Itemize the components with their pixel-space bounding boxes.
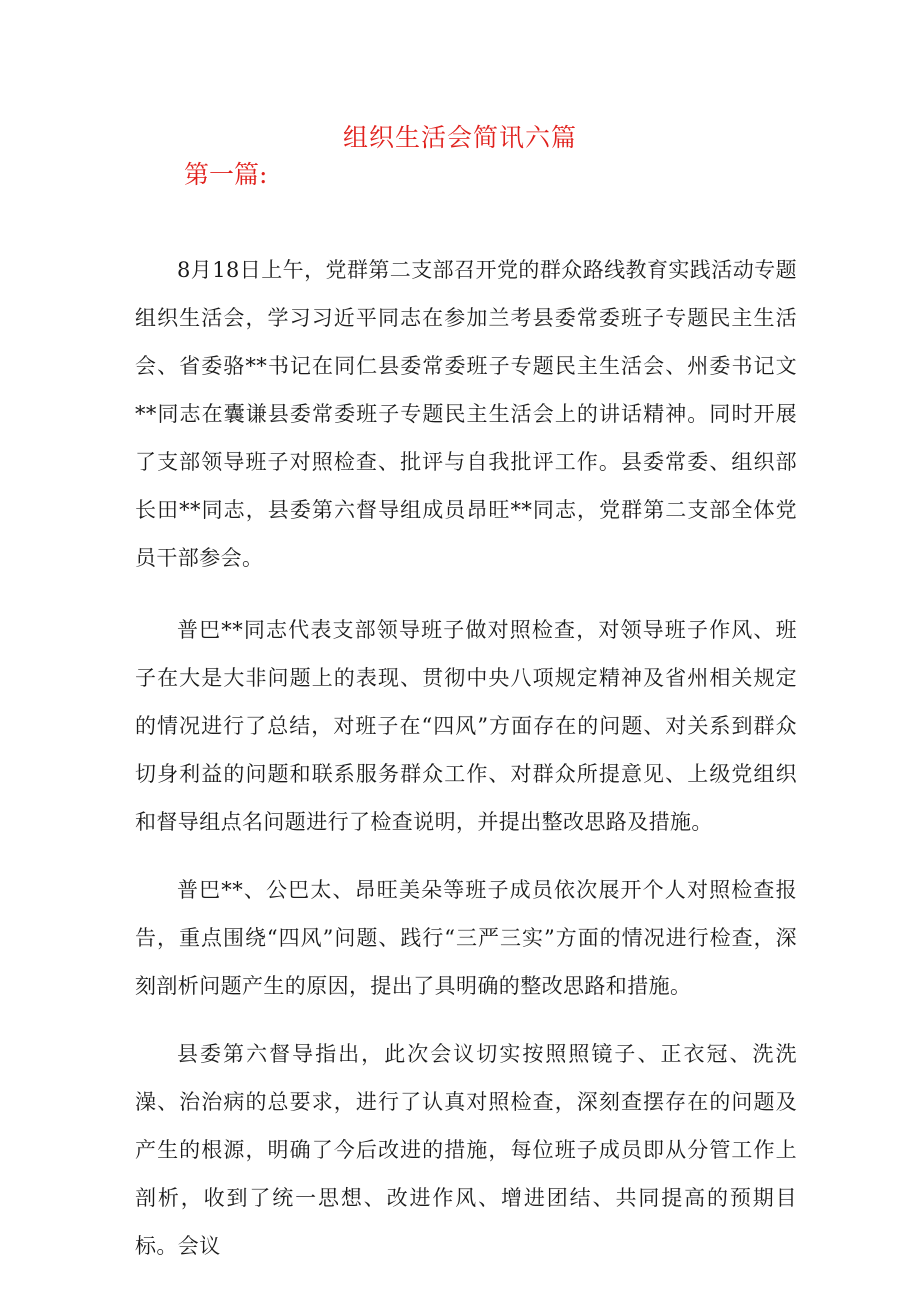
paragraph-1: 8月18日上午，党群第二支部召开党的群众路线教育实践活动专题组织生活会，学习习近平同志在参加兰考县委常委班子专题民主生活会、省委骆**书记在同仁县委常委班子专题民主生活会、州委书记文**同志在囊谦县委常委班子专题民主生活会上的讲话精神。同时开展了支部领导班子对照检查、批评与自我批评工作。县委常委、组织部长田**同志，县委第六督导组成员昂旺**同志，党群第二支部全体党员干部参会。 — [135, 258, 797, 570]
document-title: 组织生活会简讯六篇 — [342, 123, 577, 152]
section-heading: 第一篇: — [184, 160, 268, 189]
paragraph-4: 县委第六督导指出，此次会议切实按照照镜子、正衣冠、洗洗澡、治治病的总要求，进行了认真对照检查，深刻查摆存在的问题及产生的根源，明确了今后改进的措施，每位班子成员即从分管工作上剖析，收到了统一思想、改进作风、增进团结、共同提高的预期目标。会议 — [135, 1042, 797, 1258]
paragraph-2: 普巴**同志代表支部领导班子做对照检查，对领导班子作风、班子在大是大非问题上的表现、贯彻中央八项规定精神及省州相关规定的情况进行了总结，对班子在“四风”方面存在的问题、对关系到群众切身利益的问题和联系服务群众工作、对群众所提意见、上级党组织和督导组点名问题进行了检查说明，并提出整改思路及措施。 — [135, 618, 797, 834]
paragraph-3: 普巴**、公巴太、昂旺美朵等班子成员依次展开个人对照检查报告，重点围绕“四风”问题、践行“三严三实”方面的情况进行检查，深刻剖析问题产生的原因，提出了具明确的整改思路和措施。 — [135, 878, 797, 998]
document-body — [135, 246, 797, 1294]
